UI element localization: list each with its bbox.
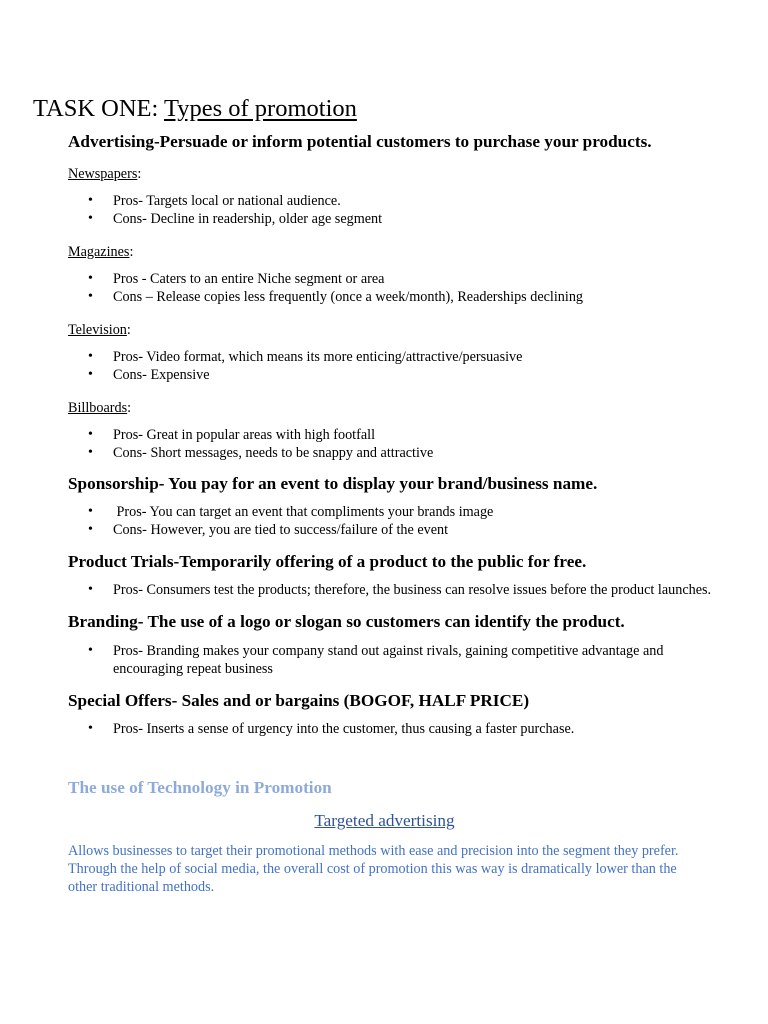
list-item (68, 720, 728, 738)
list-item (68, 348, 728, 366)
technology-heading: The use of Technology in Promotion (68, 778, 332, 797)
billboards-list (68, 426, 728, 462)
list-item (68, 581, 728, 599)
bullet-icon: • (88, 289, 93, 304)
television-cons: Cons- Expensive (113, 367, 210, 383)
magazines-subheading (68, 242, 728, 262)
bullet-icon: • (88, 522, 93, 537)
list-item (68, 270, 728, 288)
bullet-icon: • (88, 721, 93, 736)
billboards-cons: Cons- Short messages, needs to be snappy and attractive (113, 445, 434, 461)
sponsorship-cons: Cons- However, you are tied to success/failure of the event (113, 522, 449, 538)
special-offers-heading: Special Offers- Sales and or bargains (BOGOF, HALF PRICE) (68, 691, 530, 710)
list-item (68, 366, 728, 384)
television-list (68, 348, 728, 384)
branding-pros: Pros- Branding makes your company stand out against rivals, gaining competitive advantage and encouraging repeat business (113, 643, 664, 677)
newspapers-list (68, 192, 728, 228)
technology-paragraph: Allows businesses to target their promotional methods with ease and precision into the segment they prefer. Through the help of social media, the overall cost of promotion this was way is dramatically lower than the other traditional methods. (68, 843, 679, 895)
billboards-pros: Pros- Great in popular areas with high footfall (113, 427, 376, 443)
magazines-colon: : (129, 244, 134, 260)
magazines-cons: Cons – Release copies less frequently (once a week/month), Readerships declining (113, 289, 584, 305)
bullet-icon: • (88, 211, 93, 226)
list-item (68, 521, 728, 539)
bullet-icon: • (88, 271, 93, 286)
magazines-pros: Pros - Caters to an entire Niche segment or area (113, 271, 385, 287)
bullet-icon: • (88, 367, 93, 382)
newspapers-colon: : (137, 166, 142, 182)
branding-section (68, 610, 728, 678)
bullet-icon: • (88, 349, 93, 364)
bullet-icon: • (88, 643, 93, 658)
special-offers-section (68, 689, 728, 738)
magazines-label: Magazines (68, 244, 130, 260)
sponsorship-list (68, 503, 728, 539)
television-label: Television (68, 322, 127, 338)
advertising-heading: Advertising-Persuade or inform potential customers to purchase your products. (68, 132, 652, 151)
sponsorship-section (68, 472, 728, 539)
title-prefix: TASK ONE: (33, 95, 164, 122)
bullet-icon: • (88, 193, 93, 208)
list-item (68, 192, 728, 210)
document-body (68, 130, 728, 896)
television-pros: Pros- Video format, which means its more enticing/attractive/persuasive (113, 349, 523, 365)
bullet-icon: • (88, 504, 93, 519)
billboards-subheading (68, 398, 728, 418)
billboards-label: Billboards (68, 400, 128, 416)
branding-list (68, 642, 728, 678)
newspapers-label: Newspapers (68, 166, 138, 182)
product-trials-section (68, 550, 728, 599)
product-trials-heading: Product Trials-Temporarily offering of a product to the public for free. (68, 552, 587, 571)
magazines-list (68, 270, 728, 306)
branding-heading: Branding- The use of a logo or slogan so customers can identify the product. (68, 612, 625, 631)
television-subheading (68, 320, 728, 340)
product-trials-list (68, 581, 728, 599)
list-item (68, 426, 728, 444)
list-item (68, 503, 728, 521)
page-title (33, 94, 357, 124)
bullet-icon: • (88, 427, 93, 442)
list-item (68, 288, 728, 306)
technology-section (68, 776, 728, 896)
list-item (68, 642, 728, 678)
bullet-icon: • (88, 582, 93, 597)
newspapers-pros: Pros- Targets local or national audience. (113, 193, 341, 209)
technology-subheading: Targeted advertising (314, 811, 455, 830)
sponsorship-pros: Pros- You can target an event that compliments your brands image (113, 504, 494, 520)
list-item (68, 210, 728, 228)
list-item (68, 444, 728, 462)
sponsorship-heading: Sponsorship- You pay for an event to display your brand/business name. (68, 474, 598, 493)
billboards-colon: : (127, 400, 132, 416)
advertising-section (68, 130, 728, 462)
television-colon: : (126, 322, 131, 338)
newspapers-cons: Cons- Decline in readership, older age segment (113, 211, 383, 227)
special-offers-list (68, 720, 728, 738)
product-trials-pros: Pros- Consumers test the products; therefore, the business can resolve issues before the product launches. (113, 582, 712, 598)
special-offers-pros: Pros- Inserts a sense of urgency into the customer, thus causing a faster purchase. (113, 721, 575, 737)
title-main: Types of promotion (163, 95, 357, 122)
newspapers-subheading (68, 164, 728, 184)
bullet-icon: • (88, 445, 93, 460)
